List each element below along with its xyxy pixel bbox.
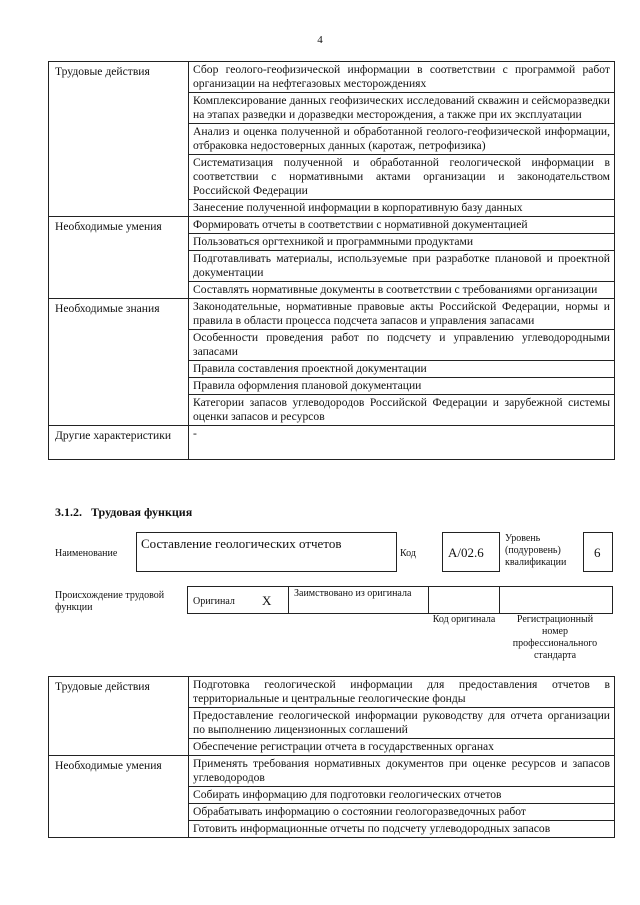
row-label-required-skills: Необходимые умения (49, 756, 189, 838)
labor-action-item: Предоставление геологической информации руководству для отчета организации по выполнению лицензионных соглашений (189, 708, 615, 739)
original-label: Оригинал (193, 596, 235, 607)
origin-divider-3 (499, 586, 500, 613)
borrowed-label: Заимствовано из оригинала (294, 588, 412, 599)
knowledge-item: Правила оформления плановой документации (189, 378, 615, 395)
labor-action-item: Анализ и оценка полученной и обработанной геолого-геофизической информации, отбраковка недостоверных данных (каротаж, петрофизика) (189, 124, 615, 155)
section-number: 3.1.2. (55, 505, 82, 519)
origin-divider-2 (428, 586, 429, 613)
row-label-labor-actions: Трудовые действия (49, 677, 189, 756)
registration-number-label: Регистрационный номер профессионального стандарта (512, 614, 598, 661)
skill-item: Собирать информацию для подготовки геологических отчетов (189, 787, 615, 804)
knowledge-item: Категории запасов углеводородов Российской Федерации и зарубежной системы оценки запасов и ресурсов (189, 395, 615, 426)
code-original-label: Код оригинала (432, 614, 496, 625)
row-label-labor-actions: Трудовые действия (49, 62, 189, 217)
section-title: Трудовая функция (91, 505, 193, 519)
origin-divider-1 (288, 586, 289, 613)
original-mark: X (262, 593, 272, 608)
work-function-table-1 (48, 61, 615, 460)
page-number: 4 (317, 34, 323, 46)
labor-action-item: Обеспечение регистрации отчета в государственных органах (189, 739, 615, 756)
row-label-required-knowledge: Необходимые знания (49, 299, 189, 426)
labor-action-item: Систематизация полученной и обработанной геологической информации в соответствии с нормативными актами организации и законодательством Российской Федерации (189, 155, 615, 200)
row-label-required-skills: Необходимые умения (49, 217, 189, 299)
function-name-value: Составление геологических отчетов (141, 536, 342, 551)
labor-action-item: Сбор геолого-геофизической информации в соответствии с программой работ организации на нефтегазовых месторождениях (189, 62, 615, 93)
qualification-level-label: Уровень (подуровень) квалификации (505, 533, 567, 568)
skill-item: Обрабатывать информацию о состоянии геологоразведочных работ (189, 804, 615, 821)
row-label-other-characteristics: Другие характеристики (49, 426, 189, 460)
skill-item: Готовить информационные отчеты по подсчету углеводородных запасов (189, 821, 615, 838)
knowledge-item: Законодательные, нормативные правовые акты Российской Федерации, нормы и правила в области процесса подсчета запасов и управления запасами (189, 299, 615, 330)
labor-action-item: Подготовка геологической информации для предоставления отчетов в территориальные и центральные геологические фонды (189, 677, 615, 708)
qualification-level-value: 6 (594, 545, 601, 560)
skill-item: Составлять нормативные документы в соответствии с требованиями организации (189, 282, 615, 299)
other-characteristics-value: - (189, 426, 615, 460)
labor-action-item: Комплексирование данных геофизических исследований скважин и сейсморазведки на этапах разведки и доразведки месторождения, а также при их эксплуатации (189, 93, 615, 124)
skill-item: Пользоваться оргтехникой и программными продуктами (189, 234, 615, 251)
code-label: Код (400, 548, 416, 559)
skill-item: Подготавливать материалы, используемые при разработке плановой и проектной документации (189, 251, 615, 282)
knowledge-item: Особенности проведения работ по подсчету и управлению углеводородными запасами (189, 330, 615, 361)
section-heading (55, 505, 192, 520)
knowledge-item: Правила составления проектной документации (189, 361, 615, 378)
name-label: Наименование (55, 548, 118, 559)
skill-item: Применять требования нормативных документов при оценке ресурсов и запасов углеводородов (189, 756, 615, 787)
origin-label: Происхождение трудовой функции (55, 590, 165, 613)
skill-item: Формировать отчеты в соответствии с нормативной документацией (189, 217, 615, 234)
function-code-value: А/02.6 (448, 545, 484, 560)
work-function-table-2 (48, 676, 615, 838)
labor-action-item: Занесение полученной информации в корпоративную базу данных (189, 200, 615, 217)
